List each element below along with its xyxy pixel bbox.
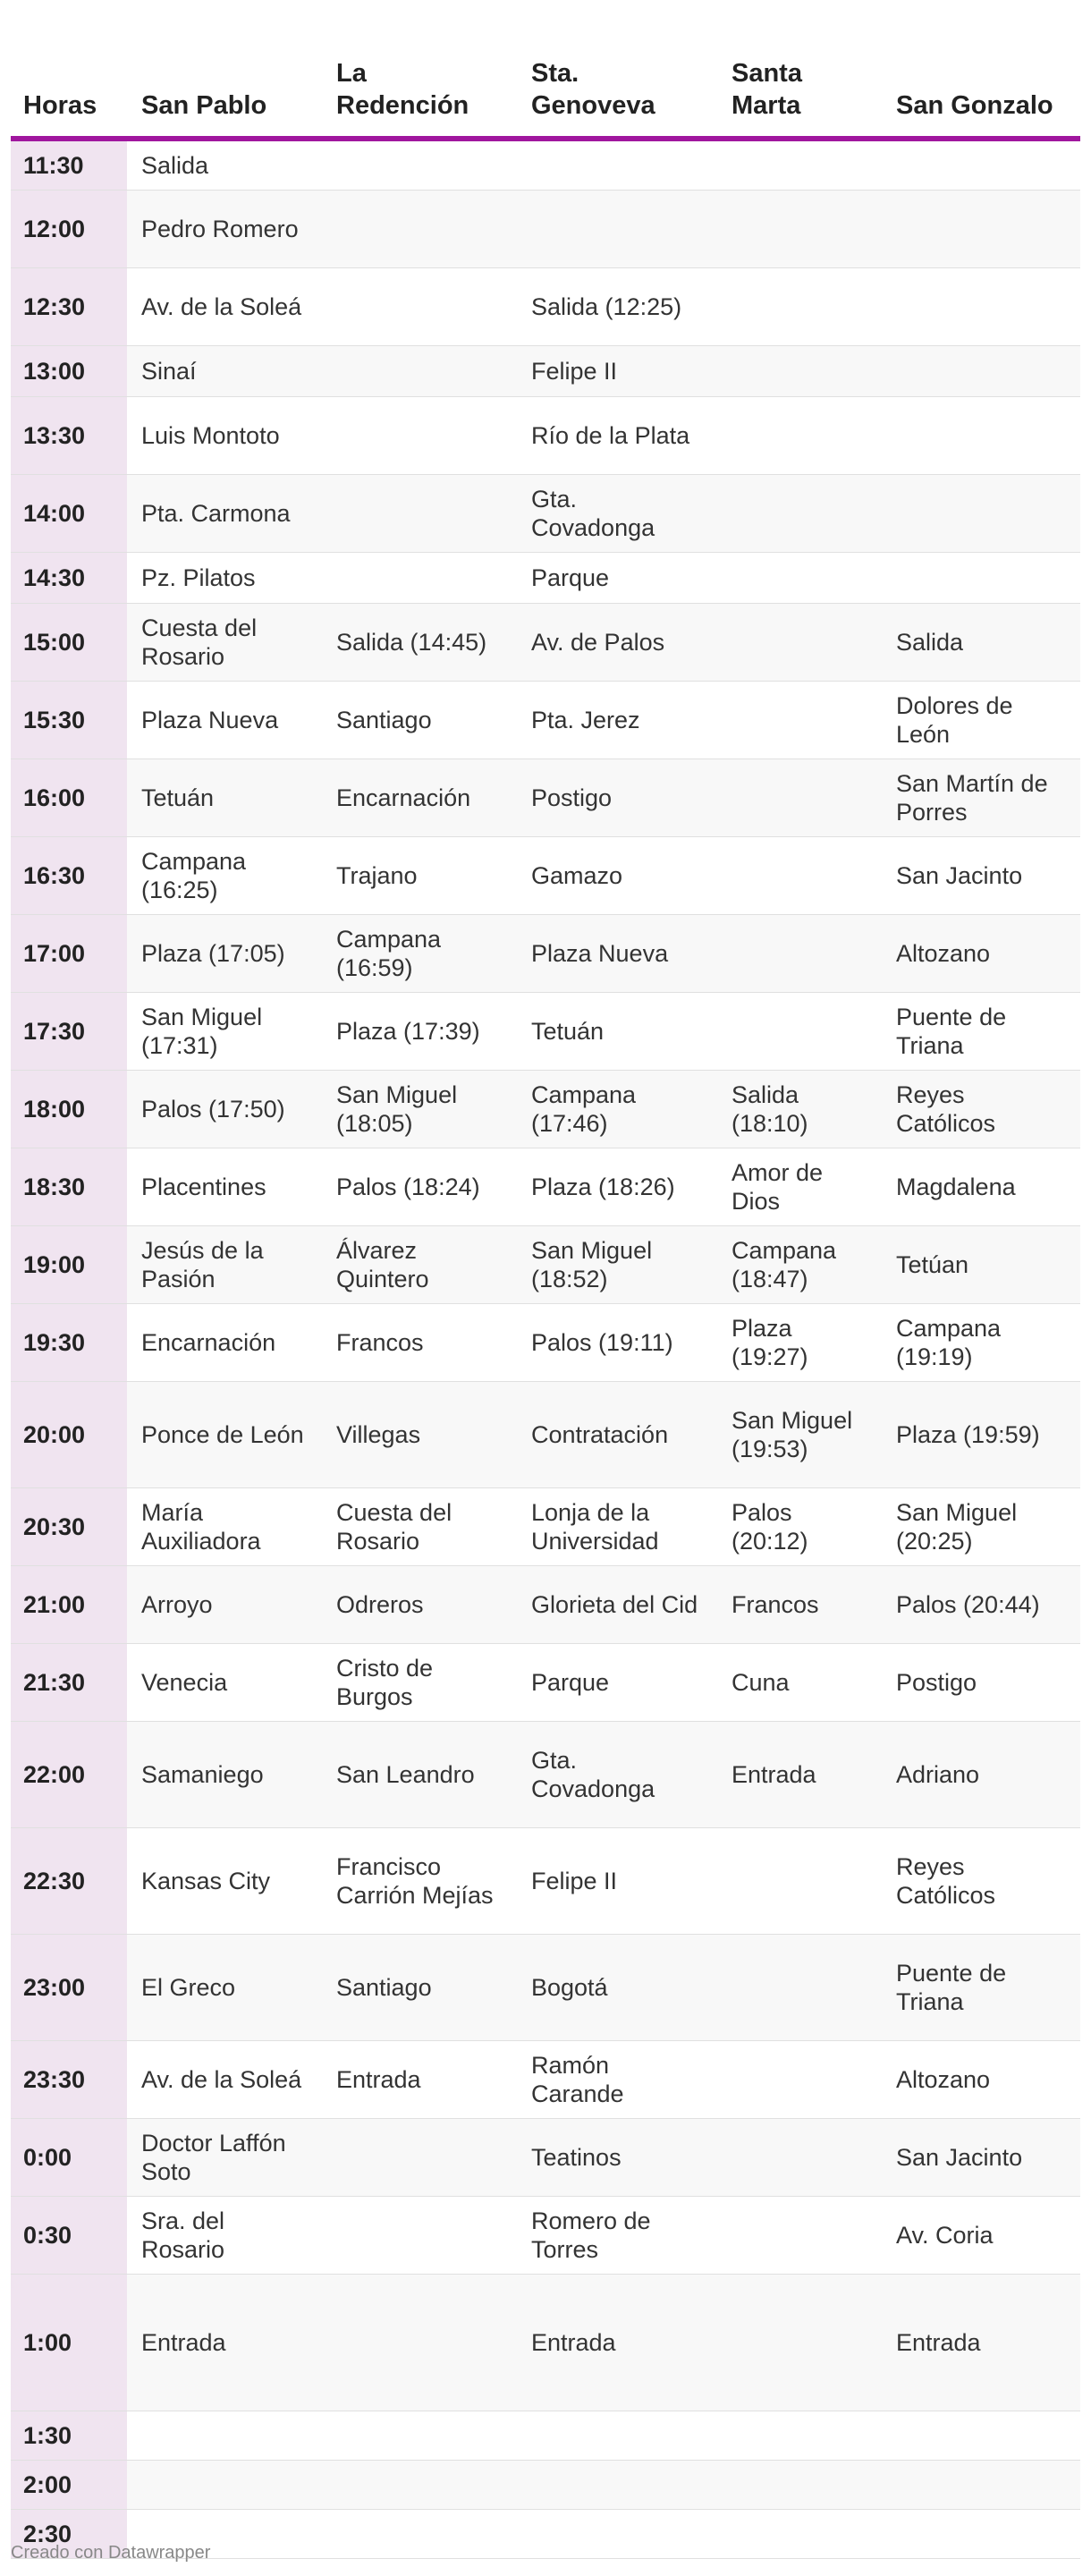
hour-cell: 14:30: [11, 552, 127, 603]
hour-cell: 23:00: [11, 1934, 127, 2040]
stop-cell: El Greco: [127, 1934, 322, 2040]
table-row: [11, 603, 1080, 681]
stop-cell: [882, 2460, 1080, 2509]
stop-cell: Villegas: [322, 1381, 517, 1487]
hour-cell: 1:30: [11, 2411, 127, 2460]
stop-cell: [322, 267, 517, 345]
stop-cell: Encarnación: [322, 758, 517, 836]
stop-cell: Ponce de León: [127, 1381, 322, 1487]
schedule-table-container: [11, 0, 1080, 2559]
stop-cell: [322, 396, 517, 474]
hour-cell: 20:30: [11, 1487, 127, 1565]
stop-cell: San Martín de Porres: [882, 758, 1080, 836]
stop-cell: [322, 2196, 517, 2274]
stop-cell: Odreros: [322, 1565, 517, 1643]
stop-cell: [127, 2460, 322, 2509]
stop-cell: Campana (17:46): [517, 1070, 717, 1148]
table-row: [11, 992, 1080, 1070]
hour-cell: 16:00: [11, 758, 127, 836]
stop-cell: [882, 2509, 1080, 2558]
stop-cell: Bogotá: [517, 1934, 717, 2040]
table-row: [11, 2274, 1080, 2411]
stop-cell: San Jacinto: [882, 836, 1080, 914]
stop-cell: Entrada: [717, 1721, 882, 1827]
stop-cell: [717, 1827, 882, 1934]
stop-cell: Av. Coria: [882, 2196, 1080, 2274]
stop-cell: Plaza (18:26): [517, 1148, 717, 1225]
table-row: [11, 681, 1080, 758]
stop-cell: Santiago: [322, 1934, 517, 2040]
procession-schedule-table: [11, 0, 1080, 2559]
hour-cell: 13:30: [11, 396, 127, 474]
hour-cell: 2:30: [11, 2509, 127, 2558]
stop-cell: Salida (18:10): [717, 1070, 882, 1148]
stop-cell: Luis Montoto: [127, 396, 322, 474]
hour-cell: 23:30: [11, 2040, 127, 2118]
table-row: [11, 1225, 1080, 1303]
stop-cell: Altozano: [882, 914, 1080, 992]
hour-cell: 22:00: [11, 1721, 127, 1827]
stop-cell: Entrada: [517, 2274, 717, 2411]
column-header-san-pablo: San Pablo: [127, 0, 322, 139]
hour-cell: 0:00: [11, 2118, 127, 2196]
stop-cell: [322, 345, 517, 396]
stop-cell: [717, 2509, 882, 2558]
table-row: [11, 139, 1080, 190]
stop-cell: Adriano: [882, 1721, 1080, 1827]
table-row: [11, 1934, 1080, 2040]
stop-cell: San Miguel (18:05): [322, 1070, 517, 1148]
stop-cell: Felipe II: [517, 345, 717, 396]
stop-cell: Teatinos: [517, 2118, 717, 2196]
table-row: [11, 1827, 1080, 1934]
table-row: [11, 2040, 1080, 2118]
stop-cell: Altozano: [882, 2040, 1080, 2118]
column-header-horas: Horas: [11, 0, 127, 139]
stop-cell: Placentines: [127, 1148, 322, 1225]
stop-cell: [717, 758, 882, 836]
stop-cell: [717, 603, 882, 681]
stop-cell: Ramón Carande: [517, 2040, 717, 2118]
stop-cell: Palos (17:50): [127, 1070, 322, 1148]
stop-cell: Palos (20:44): [882, 1565, 1080, 1643]
stop-cell: Postigo: [517, 758, 717, 836]
stop-cell: [322, 2274, 517, 2411]
stop-cell: Álvarez Quintero: [322, 1225, 517, 1303]
stop-cell: [717, 992, 882, 1070]
hour-cell: 1:00: [11, 2274, 127, 2411]
stop-cell: [717, 474, 882, 552]
stop-cell: Tetúan: [882, 1225, 1080, 1303]
stop-cell: [717, 681, 882, 758]
stop-cell: [882, 396, 1080, 474]
table-row: [11, 474, 1080, 552]
stop-cell: [717, 2196, 882, 2274]
stop-cell: San Leandro: [322, 1721, 517, 1827]
stop-cell: Av. de la Soleá: [127, 2040, 322, 2118]
datawrapper-credit: Creado con Datawrapper: [11, 2543, 211, 2563]
hour-cell: 18:30: [11, 1148, 127, 1225]
table-row: [11, 914, 1080, 992]
table-row: [11, 190, 1080, 267]
stop-cell: Jesús de la Pasión: [127, 1225, 322, 1303]
stop-cell: [717, 836, 882, 914]
stop-cell: [717, 345, 882, 396]
stop-cell: Río de la Plata: [517, 396, 717, 474]
table-row: [11, 396, 1080, 474]
stop-cell: Salida: [127, 139, 322, 190]
stop-cell: [517, 2411, 717, 2460]
hour-cell: 12:00: [11, 190, 127, 267]
stop-cell: Romero de Torres: [517, 2196, 717, 2274]
stop-cell: [882, 267, 1080, 345]
stop-cell: Arroyo: [127, 1565, 322, 1643]
stop-cell: Salida: [882, 603, 1080, 681]
hour-cell: 15:30: [11, 681, 127, 758]
stop-cell: [717, 2040, 882, 2118]
stop-cell: Entrada: [882, 2274, 1080, 2411]
stop-cell: [717, 2411, 882, 2460]
stop-cell: [882, 552, 1080, 603]
stop-cell: Palos (18:24): [322, 1148, 517, 1225]
hour-cell: 17:00: [11, 914, 127, 992]
table-row: [11, 1565, 1080, 1643]
table-row: [11, 1303, 1080, 1381]
table-row: [11, 1721, 1080, 1827]
stop-cell: [717, 2118, 882, 2196]
stop-cell: San Miguel (19:53): [717, 1381, 882, 1487]
hour-cell: 20:00: [11, 1381, 127, 1487]
column-header-santa-marta: Santa Marta: [717, 0, 882, 139]
stop-cell: [127, 2411, 322, 2460]
hour-cell: 14:00: [11, 474, 127, 552]
stop-cell: Plaza (19:59): [882, 1381, 1080, 1487]
table-row: [11, 2196, 1080, 2274]
stop-cell: Encarnación: [127, 1303, 322, 1381]
stop-cell: Amor de Dios: [717, 1148, 882, 1225]
table-row: [11, 1070, 1080, 1148]
column-header-san-gonzalo: San Gonzalo: [882, 0, 1080, 139]
stop-cell: Campana (18:47): [717, 1225, 882, 1303]
stop-cell: Salida (12:25): [517, 267, 717, 345]
table-row: [11, 1487, 1080, 1565]
stop-cell: Entrada: [322, 2040, 517, 2118]
stop-cell: San Jacinto: [882, 2118, 1080, 2196]
hour-cell: 15:00: [11, 603, 127, 681]
table-row: [11, 267, 1080, 345]
stop-cell: Campana (16:25): [127, 836, 322, 914]
stop-cell: [322, 2509, 517, 2558]
stop-cell: Glorieta del Cid: [517, 1565, 717, 1643]
stop-cell: Entrada: [127, 2274, 322, 2411]
table-row: [11, 836, 1080, 914]
stop-cell: Av. de la Soleá: [127, 267, 322, 345]
stop-cell: Pz. Pilatos: [127, 552, 322, 603]
stop-cell: Cuna: [717, 1643, 882, 1721]
table-row: [11, 552, 1080, 603]
stop-cell: [322, 190, 517, 267]
stop-cell: Parque: [517, 552, 717, 603]
stop-cell: [717, 2274, 882, 2411]
column-header-la-redencion: La Redención: [322, 0, 517, 139]
stop-cell: [322, 2460, 517, 2509]
stop-cell: [882, 139, 1080, 190]
stop-cell: Francos: [322, 1303, 517, 1381]
stop-cell: [322, 552, 517, 603]
stop-cell: Palos (19:11): [517, 1303, 717, 1381]
stop-cell: [717, 914, 882, 992]
stop-cell: Plaza Nueva: [127, 681, 322, 758]
hour-cell: 12:30: [11, 267, 127, 345]
stop-cell: San Miguel (17:31): [127, 992, 322, 1070]
stop-cell: Campana (19:19): [882, 1303, 1080, 1381]
stop-cell: [517, 139, 717, 190]
stop-cell: Francos: [717, 1565, 882, 1643]
stop-cell: [882, 190, 1080, 267]
stop-cell: Reyes Católicos: [882, 1827, 1080, 1934]
stop-cell: Tetuán: [127, 758, 322, 836]
stop-cell: [717, 1934, 882, 2040]
stop-cell: [717, 396, 882, 474]
table-row: [11, 1148, 1080, 1225]
stop-cell: Cuesta del Rosario: [322, 1487, 517, 1565]
stop-cell: Kansas City: [127, 1827, 322, 1934]
table-row: [11, 345, 1080, 396]
stop-cell: [517, 190, 717, 267]
stop-cell: Reyes Católicos: [882, 1070, 1080, 1148]
stop-cell: Gta. Covadonga: [517, 1721, 717, 1827]
hour-cell: 13:00: [11, 345, 127, 396]
stop-cell: Santiago: [322, 681, 517, 758]
table-row: [11, 758, 1080, 836]
hour-cell: 21:30: [11, 1643, 127, 1721]
table-header: [11, 0, 1080, 139]
stop-cell: Plaza (17:39): [322, 992, 517, 1070]
hour-cell: 17:30: [11, 992, 127, 1070]
stop-cell: Av. de Palos: [517, 603, 717, 681]
stop-cell: Contratación: [517, 1381, 717, 1487]
hour-cell: 2:00: [11, 2460, 127, 2509]
stop-cell: [882, 2411, 1080, 2460]
stop-cell: Venecia: [127, 1643, 322, 1721]
hour-cell: 0:30: [11, 2196, 127, 2274]
stop-cell: Puente de Triana: [882, 1934, 1080, 2040]
stop-cell: [322, 2411, 517, 2460]
hour-cell: 11:30: [11, 139, 127, 190]
stop-cell: Parque: [517, 1643, 717, 1721]
stop-cell: [717, 190, 882, 267]
stop-cell: Salida (14:45): [322, 603, 517, 681]
stop-cell: Plaza Nueva: [517, 914, 717, 992]
stop-cell: Pedro Romero: [127, 190, 322, 267]
stop-cell: Cuesta del Rosario: [127, 603, 322, 681]
stop-cell: María Auxiliadora: [127, 1487, 322, 1565]
stop-cell: Trajano: [322, 836, 517, 914]
stop-cell: [517, 2460, 717, 2509]
stop-cell: Doctor Laffón Soto: [127, 2118, 322, 2196]
stop-cell: Pta. Carmona: [127, 474, 322, 552]
stop-cell: [322, 139, 517, 190]
hour-cell: 19:00: [11, 1225, 127, 1303]
table-row: [11, 2118, 1080, 2196]
hour-cell: 18:00: [11, 1070, 127, 1148]
stop-cell: Postigo: [882, 1643, 1080, 1721]
stop-cell: Tetuán: [517, 992, 717, 1070]
stop-cell: San Miguel (18:52): [517, 1225, 717, 1303]
stop-cell: [717, 139, 882, 190]
stop-cell: Magdalena: [882, 1148, 1080, 1225]
stop-cell: Lonja de la Universidad: [517, 1487, 717, 1565]
stop-cell: Francisco Carrión Mejías: [322, 1827, 517, 1934]
stop-cell: [717, 552, 882, 603]
stop-cell: Felipe II: [517, 1827, 717, 1934]
stop-cell: Gta. Covadonga: [517, 474, 717, 552]
stop-cell: Sra. del Rosario: [127, 2196, 322, 2274]
stop-cell: Samaniego: [127, 1721, 322, 1827]
table-row: [11, 2460, 1080, 2509]
stop-cell: Puente de Triana: [882, 992, 1080, 1070]
stop-cell: [517, 2509, 717, 2558]
hour-cell: 21:00: [11, 1565, 127, 1643]
stop-cell: [882, 474, 1080, 552]
stop-cell: Gamazo: [517, 836, 717, 914]
stop-cell: [322, 474, 517, 552]
table-row: [11, 1643, 1080, 1721]
table-row: [11, 1381, 1080, 1487]
stop-cell: [322, 2118, 517, 2196]
hour-cell: 19:30: [11, 1303, 127, 1381]
hour-cell: 22:30: [11, 1827, 127, 1934]
stop-cell: Plaza (17:05): [127, 914, 322, 992]
stop-cell: San Miguel (20:25): [882, 1487, 1080, 1565]
stop-cell: [717, 2460, 882, 2509]
stop-cell: Pta. Jerez: [517, 681, 717, 758]
table-row: [11, 2411, 1080, 2460]
stop-cell: Cristo de Burgos: [322, 1643, 517, 1721]
stop-cell: [882, 345, 1080, 396]
table-body: [11, 139, 1080, 2558]
stop-cell: Campana (16:59): [322, 914, 517, 992]
stop-cell: Sinaí: [127, 345, 322, 396]
column-header-sta-genoveva: Sta. Genoveva: [517, 0, 717, 139]
stop-cell: Plaza (19:27): [717, 1303, 882, 1381]
stop-cell: Palos (20:12): [717, 1487, 882, 1565]
header-row: [11, 0, 1080, 139]
stop-cell: Dolores de León: [882, 681, 1080, 758]
hour-cell: 16:30: [11, 836, 127, 914]
stop-cell: [717, 267, 882, 345]
